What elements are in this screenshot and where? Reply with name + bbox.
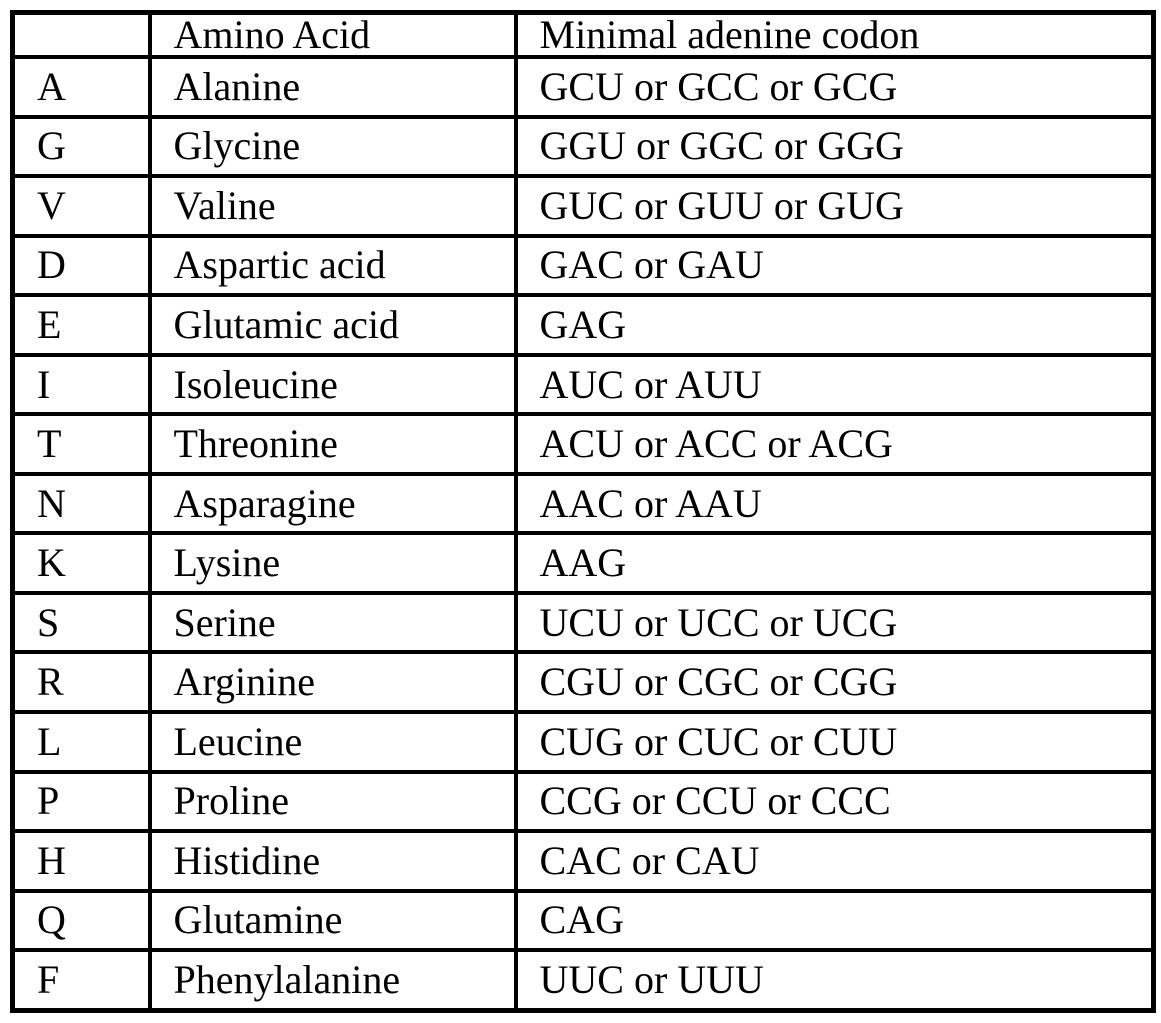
codon-cell: UUC or UUU xyxy=(516,950,1154,1010)
table-row xyxy=(13,831,1154,891)
table-row xyxy=(13,414,1154,474)
letter-cell: A xyxy=(13,57,150,117)
table-row xyxy=(13,950,1154,1010)
letter-cell: I xyxy=(13,355,150,415)
amino-acid-cell: Asparagine xyxy=(150,474,516,534)
table-row xyxy=(13,117,1154,177)
amino-acid-cell: Serine xyxy=(150,593,516,653)
letter-cell: K xyxy=(13,533,150,593)
letter-cell: Q xyxy=(13,891,150,951)
codon-cell: ACU or ACC or ACG xyxy=(516,414,1154,474)
codon-cell: GUC or GUU or GUG xyxy=(516,176,1154,236)
amino-acid-cell: Arginine xyxy=(150,652,516,712)
table-row xyxy=(13,593,1154,653)
table-row xyxy=(13,891,1154,951)
table-row xyxy=(13,772,1154,832)
table-row xyxy=(13,295,1154,355)
codon-cell: CGU or CGC or CGG xyxy=(516,652,1154,712)
amino-acid-cell: Glutamic acid xyxy=(150,295,516,355)
letter-cell: L xyxy=(13,712,150,772)
amino-acid-cell: Glycine xyxy=(150,117,516,177)
table-row xyxy=(13,652,1154,712)
table-row xyxy=(13,355,1154,415)
codon-cell: AAC or AAU xyxy=(516,474,1154,534)
codon-cell: GGU or GGC or GGG xyxy=(516,117,1154,177)
amino-acid-cell: Leucine xyxy=(150,712,516,772)
table-row xyxy=(13,176,1154,236)
letter-cell: V xyxy=(13,176,150,236)
amino-acid-cell: Threonine xyxy=(150,414,516,474)
codon-cell: CCG or CCU or CCC xyxy=(516,772,1154,832)
codon-cell: CUG or CUC or CUU xyxy=(516,712,1154,772)
codon-cell: AUC or AUU xyxy=(516,355,1154,415)
amino-acid-cell: Lysine xyxy=(150,533,516,593)
letter-cell: T xyxy=(13,414,150,474)
table-row xyxy=(13,236,1154,296)
letter-cell: S xyxy=(13,593,150,653)
letter-cell: G xyxy=(13,117,150,177)
header-minimal-adenine-codon: Minimal adenine codon xyxy=(516,13,1154,58)
codon-cell: UCU or UCC or UCG xyxy=(516,593,1154,653)
amino-acid-cell: Phenylalanine xyxy=(150,950,516,1010)
letter-cell: H xyxy=(13,831,150,891)
table-row xyxy=(13,474,1154,534)
letter-cell: P xyxy=(13,772,150,832)
letter-cell: R xyxy=(13,652,150,712)
codon-cell: AAG xyxy=(516,533,1154,593)
table-row xyxy=(13,57,1154,117)
letter-cell: F xyxy=(13,950,150,1010)
codon-cell: GCU or GCC or GCG xyxy=(516,57,1154,117)
letter-cell: E xyxy=(13,295,150,355)
letter-cell: N xyxy=(13,474,150,534)
header-row xyxy=(13,13,1154,58)
codon-cell: GAC or GAU xyxy=(516,236,1154,296)
letter-cell: D xyxy=(13,236,150,296)
amino-acid-cell: Valine xyxy=(150,176,516,236)
codon-cell: CAG xyxy=(516,891,1154,951)
amino-acid-cell: Isoleucine xyxy=(150,355,516,415)
table-row xyxy=(13,533,1154,593)
amino-acid-cell: Aspartic acid xyxy=(150,236,516,296)
amino-acid-cell: Alanine xyxy=(150,57,516,117)
amino-acid-cell: Histidine xyxy=(150,831,516,891)
codon-cell: CAC or CAU xyxy=(516,831,1154,891)
header-letter xyxy=(13,13,150,58)
amino-acid-codon-table xyxy=(10,10,1156,1013)
table-row xyxy=(13,712,1154,772)
codon-cell: GAG xyxy=(516,295,1154,355)
amino-acid-cell: Glutamine xyxy=(150,891,516,951)
header-amino-acid: Amino Acid xyxy=(150,13,516,58)
amino-acid-cell: Proline xyxy=(150,772,516,832)
